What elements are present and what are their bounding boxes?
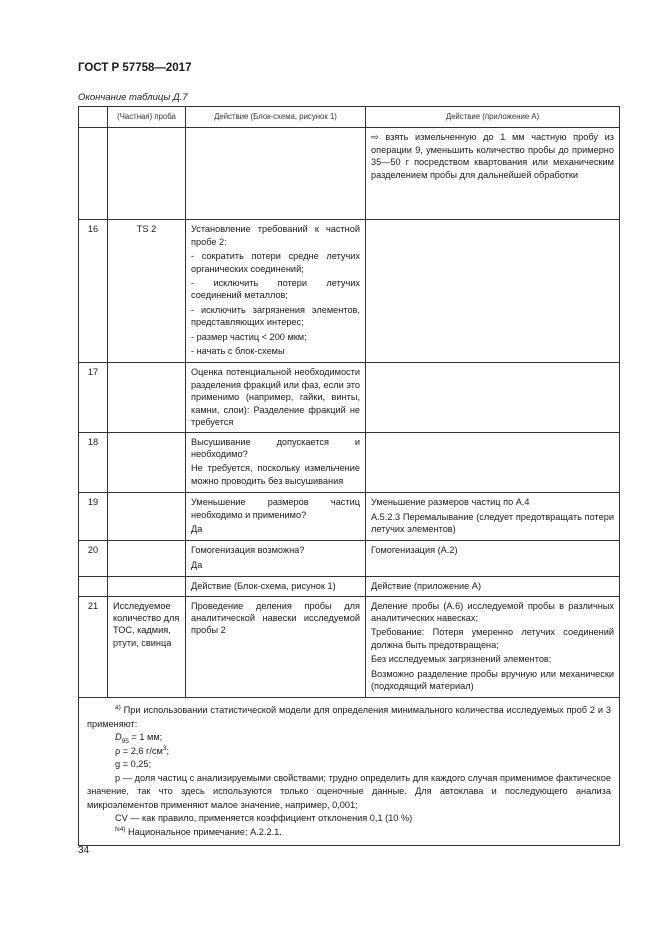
footnote-a (87, 704, 611, 731)
footnote-n4-text: Национальное примечание: А.2.2.1. (128, 826, 282, 837)
row19-annex-line: А.5.2.3 Перемалывание (следует предотвращать потери летучих элементов) (371, 511, 614, 534)
col-header-num (79, 107, 108, 128)
formula-d95: $D_{95} = 1$ мм; (115, 732, 163, 746)
row19-annex-line: Уменьшение размеров частиц по А.4 (371, 497, 530, 508)
footnote-p: p — доля частиц с анализируемыми свойствами; трудно определить для каждого случая применимое фактическое значение, так что здесь используются только оценочные данные. Для автоклава и последующего анализа микроэлементов применяют малое значение, например, 0,001; (87, 772, 611, 810)
row18-num: 18 (79, 432, 108, 493)
row21-annex-line: Деление пробы (А.6) исследуемой пробы в различных аналитических навесках; (371, 600, 614, 623)
subheader-action-flowchart: Действие (Блок-схема, рисунок 1) (186, 577, 366, 596)
table-row-19 (79, 493, 620, 541)
row20-action (186, 541, 366, 577)
footnote-n4-mark: N4) (115, 825, 126, 833)
row18-question: Высушивание допускается и необходимо? (191, 436, 360, 459)
formula-g: g = 0,25; (115, 759, 152, 770)
row21-annex-line: Без исследуемых загрязнений элементов; (371, 654, 552, 665)
table-subheader-row (79, 577, 620, 596)
row16-action (186, 220, 366, 363)
cont-action-annex: ⇨ взять измельченную до 1 мм частную пробу из операции 9, уменьшить количество пробы до примерно 35—50 г посредством квартования или механическим разделением пробы для дальнейшей обработки (366, 128, 620, 220)
row17-action: Оценка потенциальной необходимости разделения фракций или фаз, если это применимо (например, гайки, винты, камни, слои): Разделение фракций не требуется (186, 363, 366, 432)
row16-line: - исключить загрязнения элементов, представляющих интерес; (191, 304, 360, 328)
table-caption: Окончание таблицы Д.7 (78, 92, 188, 103)
row18-action (186, 432, 366, 493)
row16-line: - исключить потери летучих соединений металлов; (191, 278, 360, 301)
table-footnotes (79, 698, 620, 846)
document-standard-header: ГОСТ Р 57758—2017 (78, 62, 192, 74)
row18-answer: Не требуется, поскольку измельчение можно проводить без высушивания (191, 463, 360, 486)
row21-annex-line: Требование: Потеря умеренно летучих соединений должна быть предотвращена; (371, 627, 614, 650)
row20-annex: Гомогенизация (А.2) (366, 541, 620, 577)
row16-num: 16 (79, 220, 108, 363)
row20-num: 20 (79, 541, 108, 577)
row21-annex (366, 596, 620, 698)
page-number: 34 (78, 845, 90, 856)
subheader-action-annex: Действие (приложение А) (366, 577, 620, 596)
table-d7 (78, 106, 620, 846)
row20-answer: Да (191, 559, 203, 570)
col-header-action-annex: Действие (приложение А) (366, 107, 620, 128)
table-row-21 (79, 596, 620, 698)
footnote-cv: CV — как правило, применяется коэффициент отклонения 0,1 (10 %) (115, 813, 413, 824)
footnote-a-mark: а) (115, 704, 121, 712)
table-row-16 (79, 220, 620, 363)
table-row-continued (79, 128, 620, 220)
row21-annex-line: Возможно разделение пробы вручную или механически (подходящий материал) (371, 668, 614, 691)
table-row-17 (79, 363, 620, 432)
row21-sample: Исследуемое количество для ТОС, кадмия, ртути, свинца (108, 596, 186, 698)
formula-rho: ρ = 2,6 $г/см^3$; (115, 744, 170, 756)
row19-annex (366, 493, 620, 541)
row21-num: 21 (79, 596, 108, 698)
row19-question: Уменьшение размеров частиц необходимо и применимо? (191, 497, 360, 520)
row19-action (186, 493, 366, 541)
footnote-n4 (87, 826, 611, 840)
row16-line: - сократить потери средне летучих органических соединений; (191, 251, 360, 274)
table-row-18 (79, 432, 620, 493)
row19-answer: Да (191, 523, 203, 534)
row16-sample: TS 2 (108, 220, 186, 363)
table-header-row (79, 107, 620, 128)
table-row-20 (79, 541, 620, 577)
table-footnotes-row (79, 698, 620, 846)
row16-line: - начать с блок-схемы (191, 346, 285, 357)
col-header-sample: (Частная) проба (108, 107, 186, 128)
row19-num: 19 (79, 493, 108, 541)
row21-action: Проведение деления пробы для аналитической навески исследуемой пробы 2 (186, 596, 366, 698)
col-header-action-flowchart: Действие (Блок-схема, рисунок 1) (186, 107, 366, 128)
row16-line: - размер частиц < 200 мкм; (191, 331, 307, 342)
row16-line: Установление требований к частной пробе 2: (191, 224, 360, 247)
row17-num: 17 (79, 363, 108, 432)
footnote-a-text: При использовании статистической модели для определения минимального количества исследуемых проб 2 и 3 применяют: (87, 705, 611, 729)
row20-question: Гомогенизация возможна? (191, 545, 305, 556)
